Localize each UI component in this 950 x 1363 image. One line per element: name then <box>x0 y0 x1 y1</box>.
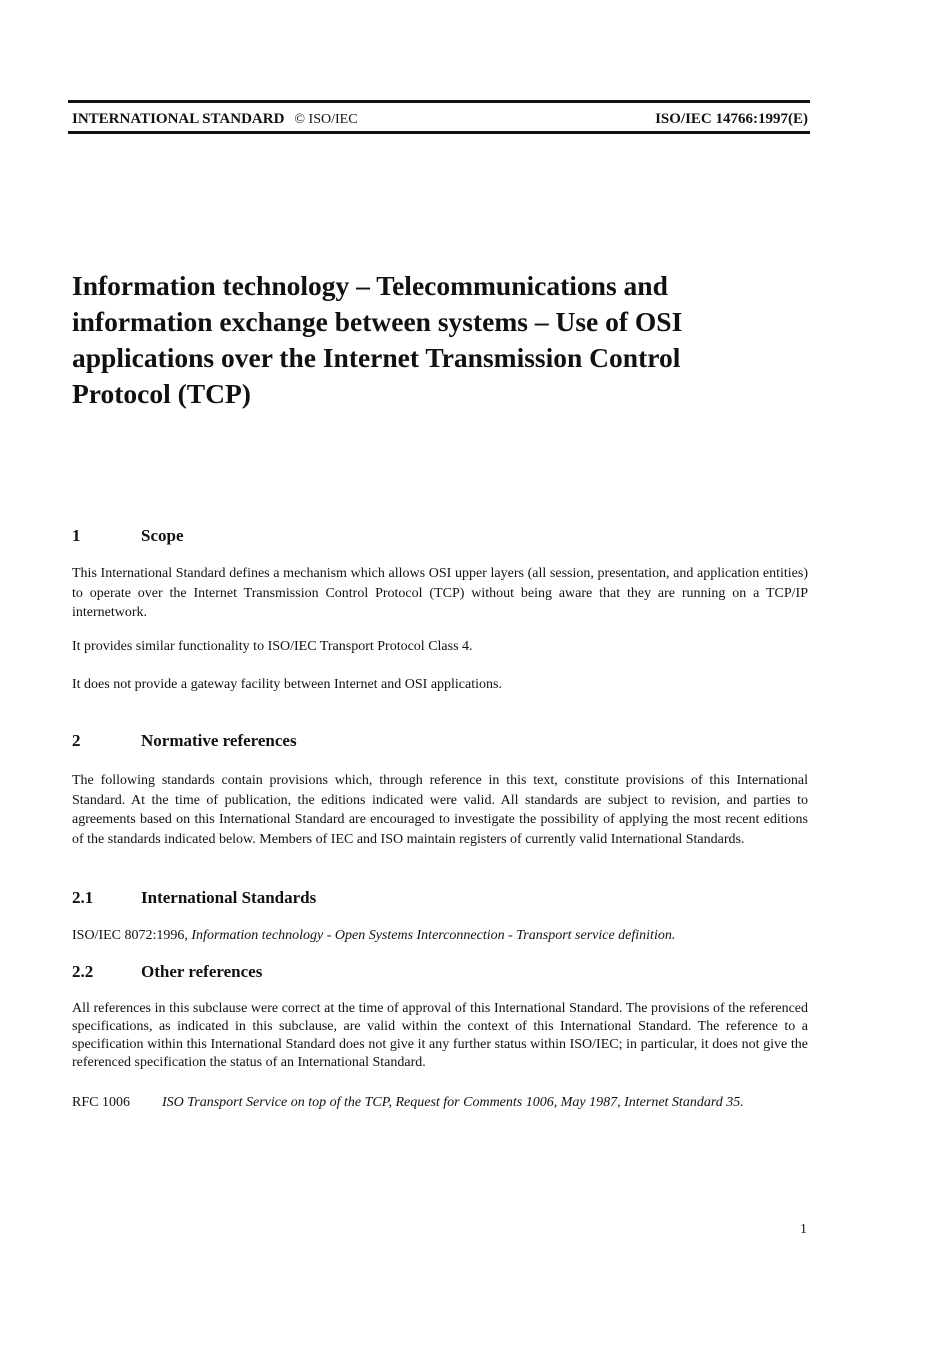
section-heading-normative-references <box>72 731 297 751</box>
section-title: International Standards <box>141 888 317 907</box>
header-doc-id: ISO/IEC 14766:1997(E) <box>655 111 808 127</box>
scope-paragraph-2: It provides similar functionality to ISO/IEC Transport Protocol Class 4. <box>72 639 473 654</box>
header-copyright: © ISO/IEC <box>294 112 358 127</box>
scope-paragraph-1: This International Standard defines a mechanism which allows OSI upper layers (all session, presentation, and application entities) to operate over the Internet Transmission Control Protocol (TCP) without being aware that they are running on a TCP/IP internetwork. <box>72 566 808 620</box>
section-title: Normative references <box>141 731 297 750</box>
reference-id: ISO/IEC 8072:1996, <box>72 928 192 943</box>
reference-tag: RFC 1006 <box>72 1095 130 1110</box>
section-title: Other references <box>141 962 263 981</box>
header-standard-label: INTERNATIONAL STANDARD <box>72 111 285 127</box>
section-number: 1 <box>72 526 81 545</box>
intl-standard-reference <box>72 926 808 946</box>
reference-text: ISO Transport Service on top of the TCP, Request for Comments 1006, May 1987, Internet Standard 35. <box>162 1095 744 1110</box>
section-number: 2.2 <box>72 962 94 981</box>
section-number: 2 <box>72 731 81 750</box>
section-heading-other-references <box>72 962 262 982</box>
document-title: Information technology – Telecommunications and information exchange between systems – Use of OSI applications over the Internet Transmission Control Protocol (TCP) <box>72 270 683 409</box>
section-heading-scope <box>72 526 184 546</box>
reference-title: Information technology - Open Systems Interconnection - Transport service definition. <box>191 928 676 943</box>
normative-paragraph: The following standards contain provisions which, through reference in this text, constitute provisions of this International Standard. At the time of publication, the editions indicated were valid. All standards are subject to revision, and parties to agreements based on this International Standard are encouraged to investigate the possibility of applying the most recent editions of the standards indicated below. Members of IEC and ISO maintain registers of currently valid International Standards. <box>72 773 808 847</box>
section-heading-international-standards <box>72 888 316 908</box>
other-references-paragraph: All references in this subclause were correct at the time of approval of this International Standard. The provisions of the referenced specifications, as indicated in this subclause, are valid within the context of this International Standard. The reference to a specification within this International Standard does not give it any further status within ISO/IEC; in particular, it does not give the referenced specification the status of an International Standard. <box>72 1001 808 1070</box>
section-title: Scope <box>141 526 184 545</box>
section-number: 2.1 <box>72 888 94 907</box>
header-left <box>72 111 358 128</box>
running-header <box>68 100 810 134</box>
scope-paragraph-3: It does not provide a gateway facility between Internet and OSI applications. <box>72 677 502 692</box>
page-number: 1 <box>800 1222 807 1237</box>
